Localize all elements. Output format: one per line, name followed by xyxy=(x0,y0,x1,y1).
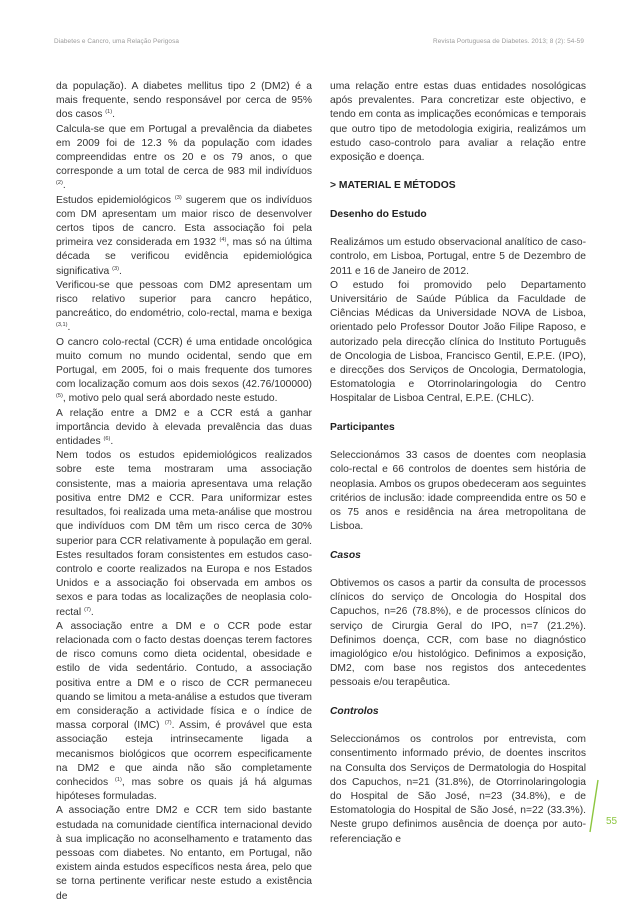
paragraph-text: Nem todos os estudos epidemiológicos realizados sobre este tema mostraram uma associação consistente, mas a maioria apresentava uma relação positiva entre DM2 e CCR. Para uniformizar estes resultados, foi realizada uma meta-análise que mostrou que indivíduos com DM têm um risco cerca de 30% superior para CCR relativamente à população em geral. Estes resultados foram consistentes em estudos caso-controlo e coorte realizados na Europa e nos Estados Unidos e a associação foi observada em ambos os sexos e para todas as localizações de neoplasia colo-rectal xyxy=(56,450,312,618)
running-header xyxy=(54,38,584,52)
paragraph-text: . Assim, é provável que esta associação esteja intrinsecamente ligada a mecanismos biológicos que ocorrem especificamente na DM2 e que ainda não são completamente conhecidos xyxy=(56,720,313,788)
paragraph: Obtivemos os casos a partir da consulta de processos clínicos do serviço de Oncologia do Hospital dos Capuchos, n=26 (78.8%), e de processos clínicos do serviço de Cirurgia Geral do IPO, n=7 (21.2%). Definimos doença, CCR, com base no diagnóstico imagiológico e/ou histológico. Definimos a exposição, DM2, com base nos registos dos antecedentes pessoais e/ou terapêutica. xyxy=(330,578,586,689)
subsection-heading: Controlos xyxy=(330,705,379,717)
subsection-heading: Participantes xyxy=(330,421,395,433)
paragraph: A relação entre a DM2 e a CCR está a ganhar importância devido à elevada prevalência das duas entidades $^{(6)}$. xyxy=(56,407,312,448)
paragraph-text: O cancro colo-rectal (CCR) é uma entidade oncológica muito comum no mundo ocidental, sendo que em Portugal, em 2005, foi o mais frequente dos tumores com localização comum aos dois sexos (42.76/100000) xyxy=(56,336,312,391)
reference-marker: (5) xyxy=(56,393,63,400)
paragraph: Seleccionámos 33 casos de doentes com neoplasia colo-rectal e 66 controlos de doentes sem história de neoplasia. Ambos os grupos obedeceram aos seguintes critérios de inclusão: idade compreendida entre os 50 e os 75 anos e residência na área metropolitana de Lisboa. xyxy=(330,450,586,533)
paragraph xyxy=(56,336,312,407)
paragraph: Verificou-se que pessoas com DM2 apresentam um risco relativo superior para cancro hepático, pancreático, do endométrio, colo-rectal, mama e bexiga $^{(3,1)}$. xyxy=(56,279,312,334)
page-number: 55 xyxy=(606,816,618,827)
paragraph-text: A relação entre a DM2 e a CCR está a ganhar importância devido à elevada prevalência das duas entidades xyxy=(56,407,312,448)
right-column xyxy=(330,80,586,847)
paragraph: O estudo foi promovido pelo Departamento Universitário de Saúde Pública da Faculdade de Ciências Médicas da Universidade NOVA de Lisboa, orientado pelo Professor Doutor João Filipe Raposo, e autorizado pela direcção clínica do Instituto Português de Oncologia de Lisboa, Francisco Gentil, E.P.E. (IPO), e direcções dos Serviços de Oncologia, Dermatologia, Estomatologia e Otorrinolaringologia do Centro Hospitalar de Lisboa Central, E.P.E. (CHLC). xyxy=(330,279,586,405)
paragraph-text: sugerem que os indivíduos com DM apresentam um maior risco de desenvolver certos tipos de cancro. Esta associação foi pela primeira vez considerada em 1932 xyxy=(56,194,312,249)
paragraph: uma relação entre estas duas entidades nosológicas após prevalentes. Para concretizar este objectivo, e tendo em conta as implicações económicas e temporais que outro tipo de metodologia exigiria, realizámos um estudo caso-controlo para avaliar a relação entre exposição e doença. xyxy=(330,81,586,164)
paragraph: A associação entre DM2 e CCR tem sido bastante estudada na comunidade científica internacional devido à sua implicação no aconselhamento e tratamento das pessoas com diabetes. No entanto, em Portugal, não existem ainda estudos específicos nesta área, pelo que se torna pertinente verificar neste estudo a existência de xyxy=(56,805,312,902)
paragraph: Calcula-se que em Portugal a prevalência da diabetes em 2009 foi de 12.3 % da população com idades compreendidas entre os 20 e os 79 anos, o que corresponde a um total de cerca de 983 mil indivíduos $^{(2)}$. xyxy=(56,123,312,192)
reference-marker: (7) xyxy=(84,606,91,613)
header-article-title: Diabetes e Cancro, uma Relação Perigosa xyxy=(54,38,180,45)
paragraph-text: da população). A diabetes mellitus tipo 2 (DM2) é a mais frequente, sendo responsável por cerca de 95% dos casos xyxy=(56,81,312,121)
reference-marker: (7) xyxy=(164,720,172,727)
paragraph-text: , mas sobre os quais já há algumas hipóteses formuladas. xyxy=(56,776,312,803)
subsection-heading: Casos xyxy=(330,549,361,561)
footer-slash-decoration xyxy=(586,778,602,834)
paragraph-text: , motivo pelo qual será abordado neste estudo. xyxy=(62,393,278,405)
paragraph: Seleccionámos os controlos por entrevista, com consentimento informado prévio, de doentes inscritos na Consulta dos Serviços de Dermatologia do Hospital dos Capuchos, n=21 (31.8%), de Otorrinolaringologia do Hospital de São José, n=23 (34.8%), e de Estomatologia do Hospital de São José, n=22 (33.3%). Neste grupo definimos ausência de doença por auto-referenciação e xyxy=(330,734,586,845)
paragraph-text: Calcula-se que em Portugal a prevalência da diabetes em 2009 foi de 12.3 % da população com idades compreendidas entre os 20 e os 79 anos, o que corresponde a um total de cerca de 983 mil indivíduos xyxy=(56,123,312,178)
reference-marker: (4) xyxy=(219,237,227,244)
section-heading: > MATERIAL E MÉTODOS xyxy=(330,180,456,192)
paragraph-text: , mas só na última década se verificou evidência epidemiológica significativa xyxy=(56,237,312,277)
reference-marker: (6) xyxy=(103,436,111,443)
left-column xyxy=(56,80,312,904)
paragraph: Nem todos os estudos epidemiológicos realizados sobre este tema mostraram uma associação consistente, mas a maioria apresentava uma relação positiva entre DM2 e CCR. Para uniformizar estes resultados, foi realizada uma meta-análise que mostrou que indivíduos com DM têm um risco cerca de 30% superior para CCR relativamente à população em geral. Estes resultados foram consistentes em estudos caso-controlo e coorte realizados na Europa e nos Estados Unidos e a associação foi observada em ambos os sexos e para todas as localizações de neoplasia colo-rectal $^{(7)}$. xyxy=(56,450,312,618)
reference-marker: (1) xyxy=(105,109,113,116)
paragraph: da população). A diabetes mellitus tipo 2 (DM2) é a mais frequente, sendo responsável por cerca de 95% dos casos $^{(1)}$. xyxy=(56,81,312,121)
paragraph-text: Verificou-se que pessoas com DM2 apresentam um risco relativo superior para cancro hepático, pancreático, do endométrio, colo-rectal, mama e bexiga xyxy=(56,279,312,320)
paragraph-text: A associação entre a DM e o CCR pode estar relacionada com o facto destas doenças terem factores de risco comuns como dieta ocidental, obesidade e estilo de vida sedentário. Contudo, a associação positiva entre a DM e o risco de CCR permaneceu quando se limitou a meta-análise a estudos que tiveram em consideração a actividade física e o índice de massa corporal (IMC) xyxy=(56,620,312,732)
reference-marker: (3) xyxy=(174,194,182,201)
reference-marker: (2) xyxy=(56,180,63,187)
reference-marker: (3,1) xyxy=(56,322,68,329)
reference-marker: (1) xyxy=(114,776,122,783)
paragraph-text: Estudos epidemiológicos xyxy=(56,194,171,206)
reference-marker: (3) xyxy=(112,265,119,272)
subsection-heading: Desenho do Estudo xyxy=(330,208,427,220)
paragraph: Realizámos um estudo observacional analítico de caso-controlo, em Lisboa, Portugal, entre 5 de Dezembro de 2011 e 16 de Janeiro de 2012. xyxy=(330,237,586,277)
paragraph: Estudos epidemiológicos $^{(3)}$ sugerem que os indivíduos com DM apresentam um maior risco de desenvolver certos tipos de cancro. Esta associação foi pela primeira vez considerada em 1932 $^{(4)}$, mas só na última década se verificou evidência epidemiológica significativa $^{(3)}$. xyxy=(56,194,312,277)
paragraph xyxy=(56,620,312,805)
header-journal-citation: Revista Portuguesa de Diabetes. 2013; 8 (2): 54-59 xyxy=(432,38,584,45)
